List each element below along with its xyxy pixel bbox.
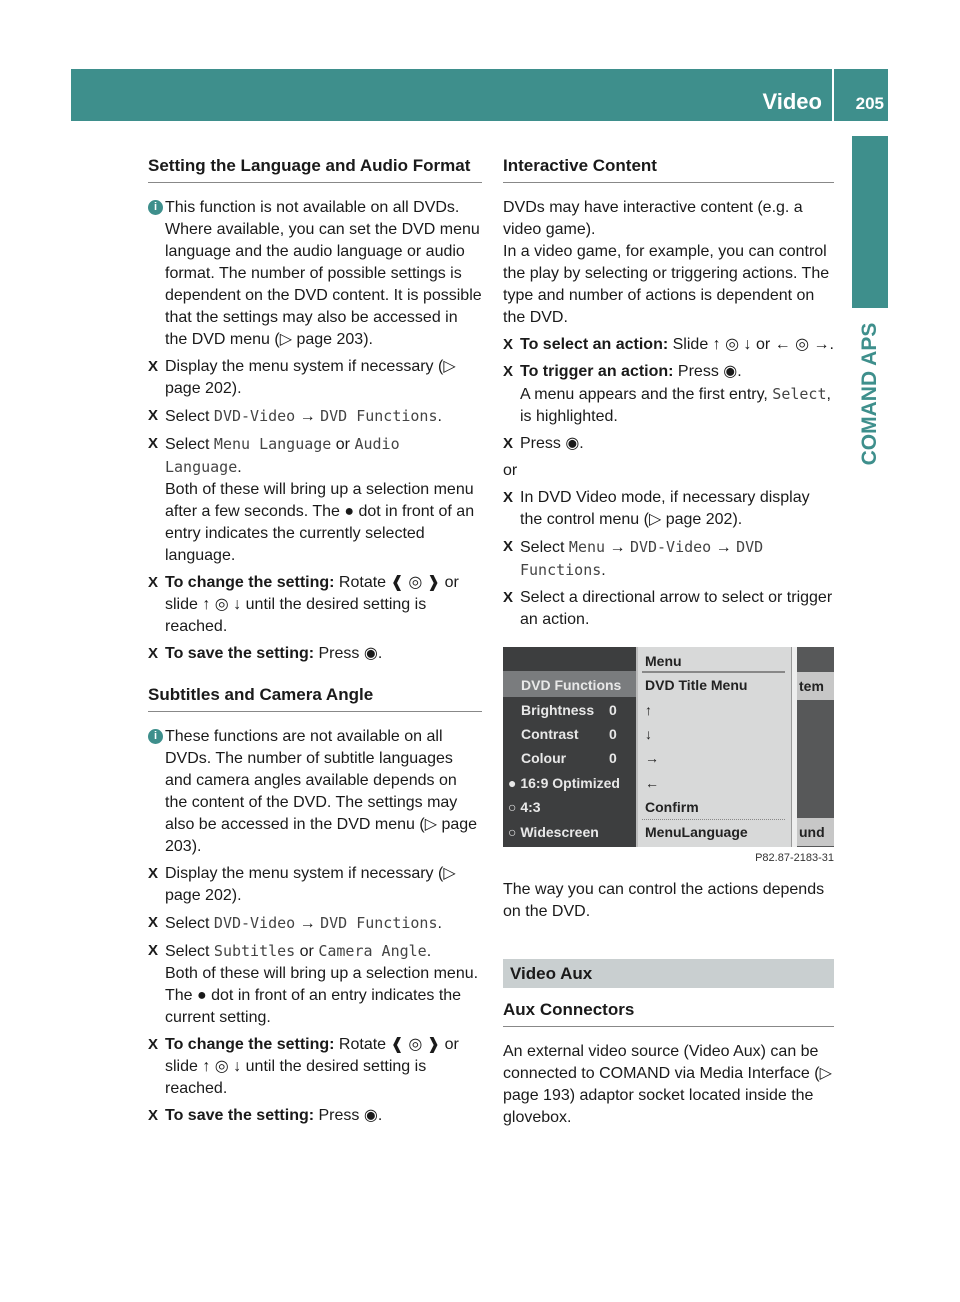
arrow-right-icon: → <box>645 750 659 766</box>
menu-path-item: Select <box>772 385 827 403</box>
step-marker-icon: X <box>148 1107 159 1124</box>
step-text: Rotate ❰ ◎ ❱ or slide ↑ ◎ ↓ until the desired setting is reached. <box>165 574 459 635</box>
step-label: To select an action: <box>520 336 669 353</box>
menu-path-item: DVD-Video <box>213 914 296 932</box>
step-text: Press ◉. <box>314 1107 383 1124</box>
arrow-left-icon: ← <box>645 775 659 791</box>
arrow-up-icon: ↑ <box>645 702 652 718</box>
step-item <box>148 405 482 428</box>
screen-item-menulanguage: MenuLanguage <box>645 824 748 840</box>
screen-menu-title: Menu <box>645 653 682 669</box>
menu-path-item: Camera Angle <box>318 942 427 960</box>
step-label: To save the setting: <box>165 645 315 662</box>
step-marker-icon: X <box>148 574 159 591</box>
step-marker-icon: X <box>148 435 159 452</box>
step-text: Select <box>165 436 214 453</box>
step-text: In DVD Video mode, if necessary display the control menu (▷ page 202). <box>520 489 810 528</box>
step-text: Rotate ❰ ◎ ❱ or slide ↑ ◎ ↓ until the desired setting is reached. <box>165 1036 459 1097</box>
or-text: or <box>503 462 518 479</box>
arrow-icon: → <box>605 539 630 556</box>
step-item <box>148 1034 482 1100</box>
step-text: A menu appears and the first entry, <box>520 386 773 403</box>
punct: . <box>437 915 442 932</box>
info-text: This function is not available on all DVDs. Where available, you can set the DVD menu language and the audio language or audio format. The number of possible settings is dependent on the DVD content. It is possible that the settings may also be accessed in the DVD menu (▷ page 203). <box>165 199 482 348</box>
menu-path-item: DVD Functions <box>320 914 438 932</box>
step-item <box>503 334 834 356</box>
step-marker-icon: X <box>148 942 159 959</box>
menu-path-item: Audio Language <box>165 435 400 476</box>
screen-value: 0 <box>609 726 617 742</box>
step-label: To change the setting: <box>165 574 335 591</box>
step-label: To change the setting: <box>165 1036 335 1053</box>
step-item <box>503 587 834 631</box>
step-text: Select a directional arrow to select or trigger an action. <box>520 589 833 628</box>
step-item <box>148 912 482 935</box>
step-item <box>148 356 482 400</box>
arrow-icon: → <box>295 408 321 425</box>
section-heading-video-aux: Video Aux <box>503 959 834 988</box>
step-text: Select <box>520 539 569 556</box>
paragraph: The way you can control the actions depends on the DVD. <box>503 881 825 920</box>
step-description <box>520 383 834 428</box>
step-item <box>148 433 482 567</box>
paragraph: DVDs may have interactive content (e.g. a video game). <box>503 199 803 238</box>
step-marker-icon: X <box>503 336 514 353</box>
step-text: Press ◉. <box>314 645 383 662</box>
screen-divider <box>642 671 785 673</box>
step-text: Display the menu system if necessary (▷ page 202). <box>165 358 456 397</box>
step-item <box>148 1105 482 1127</box>
info-note <box>148 197 482 351</box>
dvd-menu-screenshot <box>503 647 834 847</box>
screen-divider <box>642 819 785 820</box>
step-text: Display the menu system if necessary (▷ page 202). <box>165 865 456 904</box>
step-text: Select <box>165 915 214 932</box>
info-text: These functions are not available on all DVDs. The number of subtitle languages and camera angles available depends on the content of the DVD. The settings may also be accessed in the DVD menu (▷ page 203). <box>165 728 478 855</box>
step-description: Both of these will bring up a selection menu. The ● dot in front of an entry indicates the current setting. <box>165 965 479 1026</box>
info-note <box>148 726 482 858</box>
info-icon: i <box>148 200 163 215</box>
arrow-icon: → <box>295 915 321 932</box>
screen-item-colour: Colour <box>521 750 567 766</box>
step-marker-icon: X <box>148 407 159 424</box>
screen-value: 0 <box>609 750 617 766</box>
heading-aux-connectors: Aux Connectors <box>503 994 834 1027</box>
paragraph: An external video source (Video Aux) can be connected to COMAND via Media Interface (▷ page 193) adaptor socket located inside the glovebox. <box>503 1043 832 1126</box>
step-text: , is highlighted. <box>520 386 831 425</box>
step-description: Both of these will bring up a selection menu after a few seconds. The ● dot in front of an entry indicates the currently selected language. <box>165 481 475 564</box>
section-title: Video <box>762 89 822 114</box>
menu-path-item: Subtitles <box>213 942 296 960</box>
screen-item-dvd-functions: DVD Functions <box>521 677 622 693</box>
heading-language-audio: Setting the Language and Audio Format <box>148 150 482 183</box>
step-text: Press ◉. <box>673 363 742 380</box>
step-label: To trigger an action: <box>520 363 674 380</box>
menu-path-item: DVD Functions <box>520 538 764 579</box>
header-separator <box>832 69 834 121</box>
step-item <box>148 572 482 638</box>
step-item <box>503 536 834 582</box>
step-item <box>503 361 834 428</box>
step-text: Select <box>165 408 214 425</box>
screen-item-4-3: ○ 4:3 <box>508 799 541 815</box>
arrow-icon: → <box>711 539 737 556</box>
heading-interactive-content: Interactive Content <box>503 150 834 183</box>
menu-path-item: Menu <box>568 538 606 556</box>
screen-item-confirm: Confirm <box>645 799 699 815</box>
step-label: To save the setting: <box>165 1107 315 1124</box>
menu-path-item: DVD-Video <box>213 407 296 425</box>
step-text: or <box>331 436 355 453</box>
punct: . <box>601 562 606 579</box>
step-item <box>148 863 482 907</box>
screen-right-item: und <box>799 824 825 840</box>
step-marker-icon: X <box>503 435 514 452</box>
side-tab <box>852 136 888 308</box>
info-icon: i <box>148 729 163 744</box>
menu-path-item: DVD Functions <box>320 407 438 425</box>
step-marker-icon: X <box>148 865 159 882</box>
left-column <box>148 150 482 1127</box>
menu-path-item: Menu Language <box>213 435 332 453</box>
step-item <box>503 433 834 455</box>
screen-item-brightness: Brightness <box>521 702 595 718</box>
step-item <box>503 487 834 531</box>
step-item <box>148 940 482 1029</box>
screen-item-dvd-title-menu: DVD Title Menu <box>645 677 748 693</box>
step-marker-icon: X <box>503 489 514 506</box>
step-text: Slide ↑ ◎ ↓ or ← ◎ →. <box>668 336 834 353</box>
menu-path-item: DVD-Video <box>629 538 712 556</box>
paragraph: In a video game, for example, you can control the play by selecting or triggering actions. The type and number of actions is dependent on the DVD. <box>503 243 830 326</box>
step-marker-icon: X <box>503 538 514 555</box>
page-number: 205 <box>855 94 884 113</box>
step-item <box>148 643 482 665</box>
right-column <box>503 150 834 1129</box>
side-tab-label: COMAND APS <box>858 322 881 466</box>
step-marker-icon: X <box>148 1036 159 1053</box>
step-marker-icon: X <box>148 358 159 375</box>
step-marker-icon: X <box>503 363 514 380</box>
punct: . <box>426 943 432 960</box>
screen-right-item: tem <box>799 678 824 694</box>
step-text: Select <box>165 943 214 960</box>
step-marker-icon: X <box>148 914 159 931</box>
step-marker-icon: X <box>148 645 159 662</box>
screen-item-16-9: ● 16:9 Optimized <box>508 775 620 791</box>
page-header <box>71 69 888 121</box>
screen-item-widescreen: ○ Widescreen <box>508 824 599 840</box>
step-marker-icon: X <box>503 589 514 606</box>
figure-caption: P82.87-2183-31 <box>755 852 834 864</box>
step-text: or <box>295 943 319 960</box>
step-text: Press ◉. <box>520 435 584 452</box>
screen-value: 0 <box>609 702 617 718</box>
arrow-down-icon: ↓ <box>645 726 652 742</box>
screen-item-contrast: Contrast <box>521 726 579 742</box>
punct: . <box>437 408 442 425</box>
side-tab-label-box <box>852 312 888 477</box>
heading-subtitles-camera: Subtitles and Camera Angle <box>148 679 482 712</box>
punct: . <box>237 459 242 476</box>
